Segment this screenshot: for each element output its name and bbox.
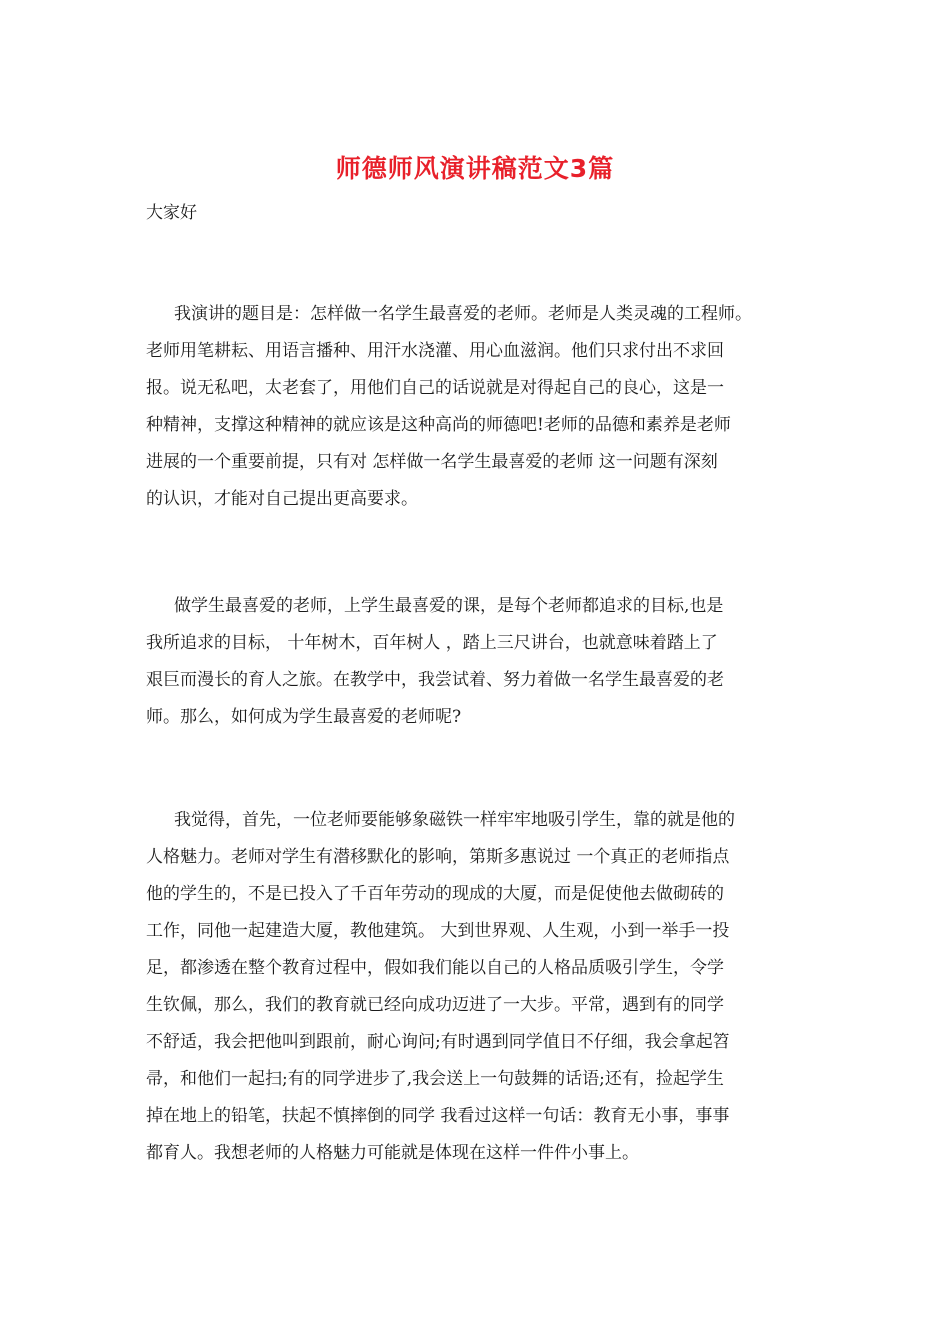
paragraph-2 [146,588,816,736]
paragraph-line: 工作，同他一起建造大厦，教他建筑。 大到世界观、人生观，小到一举手一投 [146,921,730,941]
paragraph-line: 都育人。我想老师的人格魅力可能就是体现在这样一件件小事上。 [146,1143,639,1163]
greeting-text: 大家好 [146,203,197,223]
paragraph-line: 进展的一个重要前提，只有对 怎样做一名学生最喜爱的老师 这一问题有深刻 [146,452,718,472]
page-title: 师德师风演讲稿范文3篇 [335,154,615,183]
paragraph-line: 他的学生的，不是已投入了千百年劳动的现成的大厦，而是促使他去做砌砖的 [146,884,724,904]
paragraph-line: 种精神，支撑这种精神的就应该是这种高尚的师德吧!老师的品德和素养是老师 [146,415,731,435]
paragraph-line: 我觉得，首先，一位老师要能够象磁铁一样牢牢地吸引学生，靠的就是他的 [174,810,735,830]
paragraph-line: 足，都渗透在整个教育过程中，假如我们能以自己的人格品质吸引学生，令学 [146,958,724,978]
paragraph-1 [146,296,816,518]
paragraph-line: 帚，和他们一起扫;有的同学进步了,我会送上一句鼓舞的话语;还有，捡起学生 [146,1069,724,1089]
paragraph-line: 生钦佩，那么，我们的教育就已经向成功迈进了一大步。平常，遇到有的同学 [146,995,724,1015]
paragraph-line: 艰巨而漫长的育人之旅。在教学中，我尝试着、努力着做一名学生最喜爱的老 [146,670,724,690]
paragraph-line: 老师用笔耕耘、用语言播种、用汗水浇灌、用心血滋润。他们只求付出不求回 [146,341,724,361]
paragraph-line: 我演讲的题目是：怎样做一名学生最喜爱的老师。老师是人类灵魂的工程师。 [174,304,752,324]
paragraph-line: 报。说无私吧，太老套了，用他们自己的话说就是对得起自己的良心，这是一 [146,378,724,398]
paragraph-line: 不舒适，我会把他叫到跟前，耐心询问;有时遇到同学值日不仔细，我会拿起笤 [146,1032,730,1052]
paragraph-line: 我所追求的目标， 十年树木，百年树人 ，踏上三尺讲台，也就意味着踏上了 [146,633,718,653]
paragraph-line: 的认识，才能对自己提出更高要求。 [146,489,418,509]
paragraph-line: 人格魅力。老师对学生有潜移默化的影响，第斯多惠说过 一个真正的老师指点 [146,847,730,867]
paragraph-line: 做学生最喜爱的老师，上学生最喜爱的课，是每个老师都追求的目标,也是 [174,596,724,616]
paragraph-line: 掉在地上的铅笔，扶起不慎摔倒的同学 我看过这样一句话：教育无小事，事事 [146,1106,730,1126]
paragraph-3 [146,802,816,1172]
paragraph-line: 师。那么，如何成为学生最喜爱的老师呢? [146,707,462,727]
